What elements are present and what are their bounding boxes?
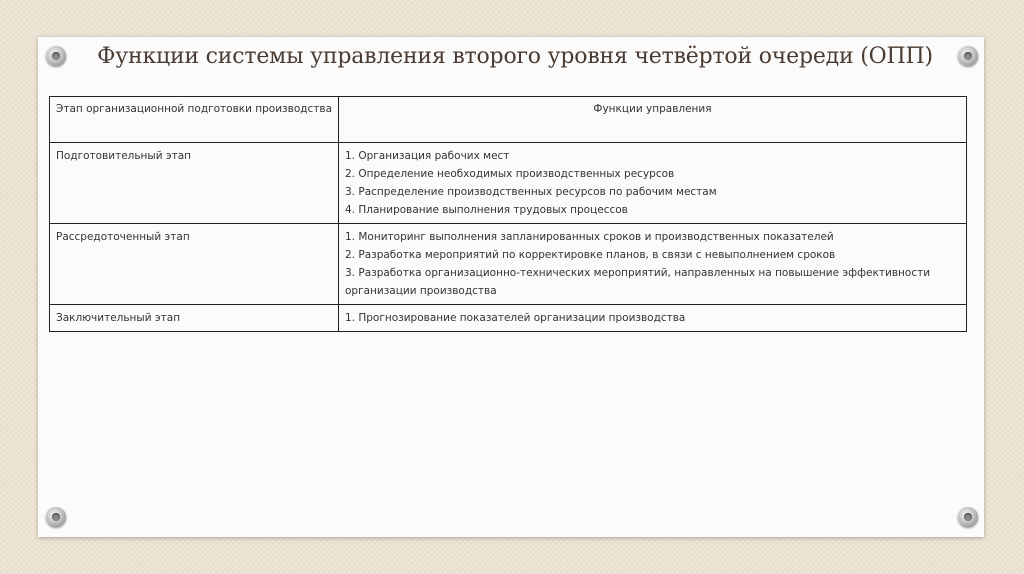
function-item: 4. Планирование выполнения трудовых процессов <box>345 204 628 216</box>
table-row <box>50 305 967 332</box>
header-functions: Функции управления <box>339 97 967 143</box>
table-row <box>50 143 967 224</box>
function-item: 2. Разработка мероприятий по корректировке планов, в связи с невыполнением сроков <box>345 249 836 261</box>
functions-cell <box>339 224 967 305</box>
slide-title: Функции системы управления второго уровня четвёртой очереди (ОПП) <box>97 44 933 69</box>
pushpin-icon <box>46 46 66 66</box>
function-item: 3. Распределение производственных ресурсов по рабочим местам <box>345 186 717 198</box>
function-item: 1. Мониторинг выполнения запланированных сроков и производственных показателей <box>345 231 834 243</box>
stage-cell: Заключительный этап <box>50 305 339 332</box>
stage-cell: Рассредоточенный этап <box>50 224 339 305</box>
pushpin-icon <box>958 507 978 527</box>
pushpin-icon <box>958 46 978 66</box>
stage-cell: Подготовительный этап <box>50 143 339 224</box>
functions-cell <box>339 305 967 332</box>
function-item: 1. Организация рабочих мест <box>345 150 510 162</box>
function-item: 1. Прогнозирование показателей организации производства <box>345 312 686 324</box>
function-item: 3. Разработка организационно-технических мероприятий, направленных на повышение эффективности организации производства <box>345 267 931 297</box>
table-row <box>50 224 967 305</box>
header-stage: Этап организационной подготовки производства <box>50 97 339 143</box>
pushpin-icon <box>46 507 66 527</box>
functions-cell <box>339 143 967 224</box>
functions-table <box>49 96 967 332</box>
table-header-row <box>50 97 967 143</box>
function-item: 2. Определение необходимых производственных ресурсов <box>345 168 675 180</box>
